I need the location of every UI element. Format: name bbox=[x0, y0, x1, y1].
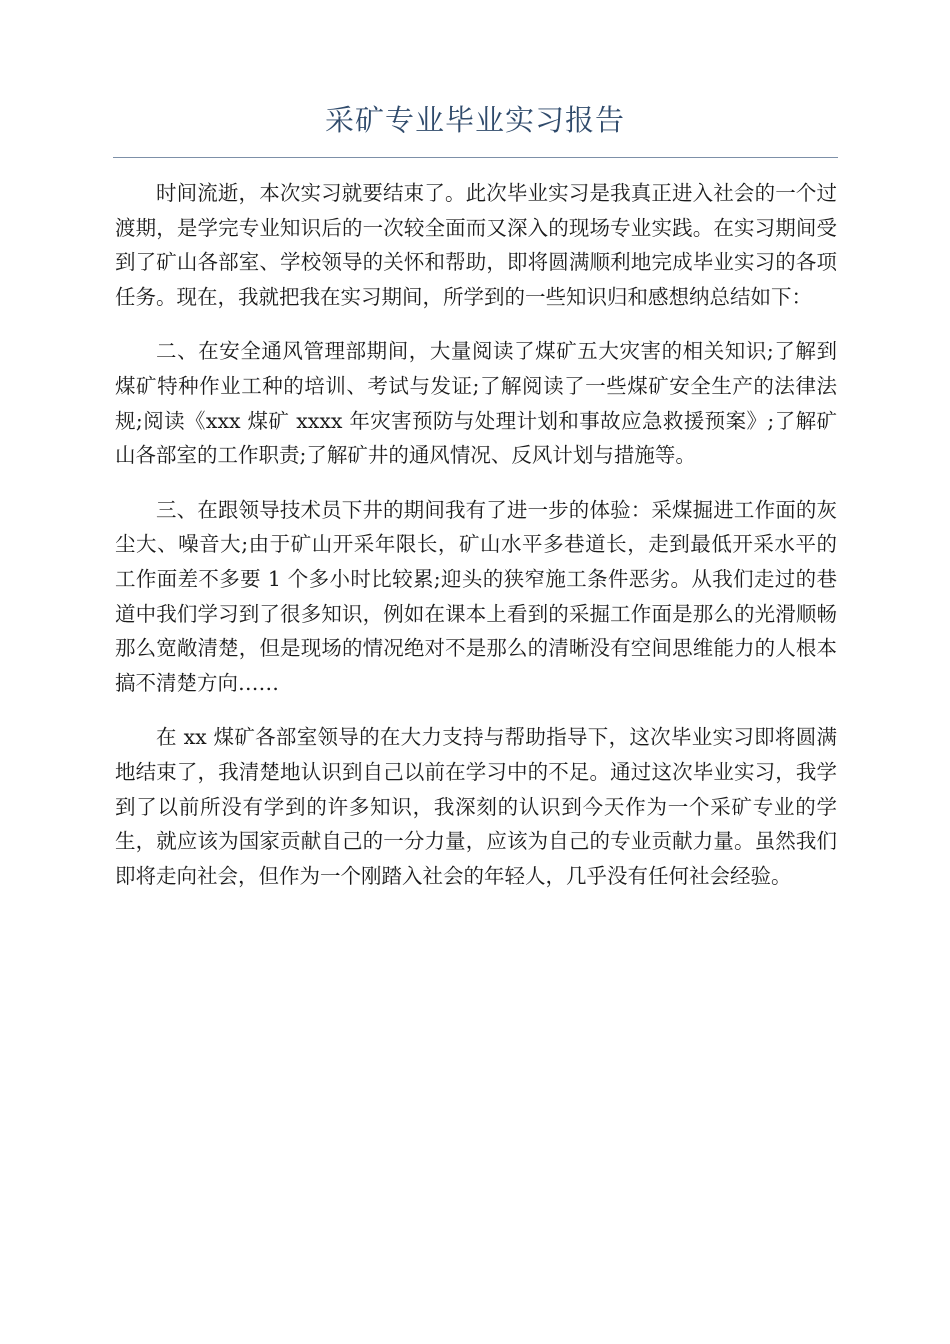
paragraph-conclusion: 在 xx 煤矿各部室领导的在大力支持与帮助指导下，这次毕业实习即将圆满地结束了，我清楚地认识到自己以前在学习中的不足。通过这次毕业实习，我学到了以前所没有学到的许多知识，我深刻的认识到今天作为一个采矿专业的学生，就应该为国家贡献自己的一分力量，应该为自己的专业贡献力量。虽然我们即将走向社会，但作为一个刚踏入社会的年轻人，几乎没有任何社会经验。 bbox=[115, 725, 837, 888]
paragraph-intro: 时间流逝，本次实习就要结束了。此次毕业实习是我真正进入社会的一个过渡期，是学完专业知识后的一次较全面而又深入的现场专业实践。在实习期间受到了矿山各部室、学校领导的关怀和帮助，即将圆满顺利地完成毕业实习的各项任务。现在，我就把我在实习期间，所学到的一些知识归和感想纳总结如下： bbox=[115, 181, 837, 309]
document-body bbox=[115, 176, 837, 913]
title-divider bbox=[113, 157, 838, 158]
paragraph-underground-experience: 三、在跟领导技术员下井的期间我有了进一步的体验：采煤掘进工作面的灰尘大、噪音大;由于矿山开采年限长，矿山水平多巷道长，走到最低开采水平的工作面差不多要 1 个多小时比较累;迎头的狭窄施工条件恶劣。从我们走过的巷道中我们学习到了很多知识，例如在课本上看到的采掘工作面是那么的光滑顺畅那么宽敞清楚，但是现场的情况绝对不是那么的清晰没有空间思维能力的人根本搞不清楚方向…… bbox=[115, 497, 837, 695]
document-title: 采矿专业毕业实习报告 bbox=[324, 103, 625, 137]
paragraph-safety-ventilation: 二、在安全通风管理部期间，大量阅读了煤矿五大灾害的相关知识;了解到煤矿特种作业工种的培训、考试与发证;了解阅读了一些煤矿安全生产的法律法规;阅读《xxx 煤矿 xxxx 年灾害预防与处理计划和事故应急救援预案》;了解矿山各部室的工作职责;了解矿井的通风情况、反风计划与措施等。 bbox=[115, 339, 837, 468]
